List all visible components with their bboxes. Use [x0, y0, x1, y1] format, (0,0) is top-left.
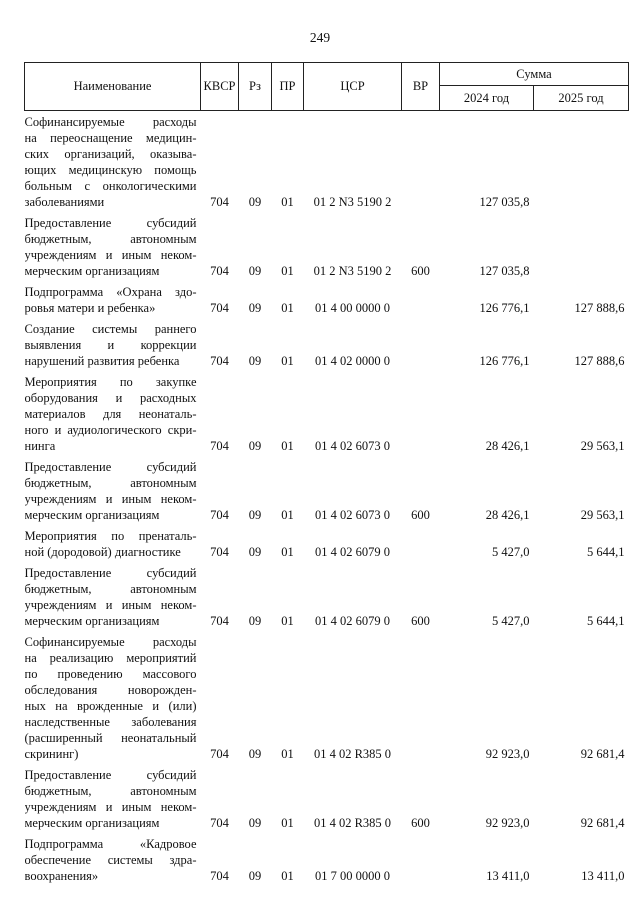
row-sum-2025: 5 644,1 [587, 614, 625, 628]
row-sum-2025: 5 644,1 [587, 545, 625, 559]
row-sum-2025: 127 888,6 [574, 301, 625, 315]
row-vr [402, 318, 440, 371]
row-sum-2025: 13 411,0 [581, 869, 625, 883]
table-body [25, 111, 629, 887]
row-name-line: больным с онкологическими [24, 179, 197, 193]
row-name [25, 318, 201, 371]
row-pr: 01 [281, 614, 294, 628]
row-pr: 01 [281, 508, 294, 522]
row-name [25, 631, 201, 764]
row-name [25, 525, 201, 562]
row-sum-2024: 5 427,0 [492, 545, 530, 559]
header-2025: 2025 год [534, 86, 629, 111]
row-name-line: (расширенный неонатальный [24, 731, 197, 745]
row-name-line: Предоставление субсидий [24, 216, 197, 230]
row-name-line: Подпрограмма «Кадровое [24, 837, 197, 851]
row-name-line: оборудования и расходных [24, 391, 197, 405]
table-row [25, 281, 629, 318]
row-sum-2024: 127 035,8 [479, 264, 530, 278]
row-sum-2024: 92 923,0 [485, 747, 530, 761]
table-row [25, 764, 629, 833]
row-name-line: ной (дородовой) диагностике [24, 545, 181, 559]
row-csr: 01 4 02 0000 0 [315, 354, 390, 368]
row-csr: 01 2 N3 5190 2 [313, 264, 392, 278]
row-csr: 01 2 N3 5190 2 [313, 195, 392, 209]
row-rz: 09 [248, 508, 262, 522]
row-vr: 600 [411, 816, 430, 830]
row-vr [402, 525, 440, 562]
row-name-line: бюджетным, автономным [24, 582, 197, 596]
row-name-line: Подпрограмма «Охрана здо- [24, 285, 197, 299]
row-vr: 600 [411, 508, 430, 522]
row-sum-2024: 28 426,1 [485, 439, 530, 453]
row-sum-2024: 126 776,1 [479, 354, 530, 368]
row-rz: 09 [248, 439, 262, 453]
row-csr: 01 4 02 6079 0 [315, 614, 390, 628]
row-csr: 01 4 02 R385 0 [313, 816, 392, 830]
row-csr: 01 4 02 6073 0 [315, 439, 390, 453]
row-csr: 01 4 02 R385 0 [313, 747, 392, 761]
row-name-line: ющих медицинскую помощь [24, 163, 197, 177]
row-pr: 01 [281, 195, 294, 209]
row-rz: 09 [248, 747, 262, 761]
row-name [25, 562, 201, 631]
row-vr [402, 111, 440, 213]
row-rz: 09 [248, 816, 262, 830]
table-row [25, 212, 629, 281]
row-name [25, 371, 201, 456]
row-name-line: мерческим организациям [24, 816, 160, 830]
table-row [25, 631, 629, 764]
row-name [25, 212, 201, 281]
row-name-line: мерческим организациям [24, 264, 160, 278]
header-2024: 2024 год [440, 86, 534, 111]
table-row [25, 525, 629, 562]
row-kvsr: 704 [210, 195, 229, 209]
header-kvsr: КВСР [201, 63, 239, 111]
row-pr: 01 [281, 439, 294, 453]
row-name-line: нарушений развития ребенка [24, 354, 180, 368]
row-name [25, 281, 201, 318]
row-name-line: заболеваниями [24, 195, 105, 209]
row-rz: 09 [248, 264, 262, 278]
table-row [25, 833, 629, 886]
budget-table [24, 62, 629, 886]
row-pr: 01 [281, 747, 294, 761]
row-name-line: Предоставление субсидий [24, 460, 197, 474]
row-pr: 01 [281, 816, 294, 830]
row-csr: 01 4 02 6079 0 [315, 545, 390, 559]
row-name-line: Предоставление субсидий [24, 768, 197, 782]
row-sum-2025: 92 681,4 [580, 816, 625, 830]
header-sum: Сумма [440, 63, 629, 86]
row-rz: 09 [248, 195, 262, 209]
row-sum-2025 [534, 111, 629, 213]
row-name-line: на реализацию мероприятий [24, 651, 197, 665]
header-vr: ВР [402, 63, 440, 111]
row-name-line: обследования новорожден- [24, 683, 197, 697]
row-kvsr: 704 [210, 816, 229, 830]
row-vr: 600 [411, 614, 430, 628]
row-kvsr: 704 [210, 264, 229, 278]
row-name-line: Мероприятия по закупке [24, 375, 197, 389]
row-sum-2024: 13 411,0 [486, 869, 530, 883]
row-vr: 600 [411, 264, 430, 278]
row-rz: 09 [248, 545, 262, 559]
row-csr: 01 4 00 0000 0 [315, 301, 390, 315]
row-name-line: обеспечение системы здра- [24, 853, 197, 867]
row-sum-2024: 5 427,0 [492, 614, 530, 628]
row-name-line: Мероприятия по пренаталь- [24, 529, 197, 543]
row-name [25, 111, 201, 213]
row-name-line: наследственные заболевания [24, 715, 197, 729]
row-pr: 01 [281, 354, 294, 368]
table-row [25, 111, 629, 213]
row-rz: 09 [248, 354, 262, 368]
table-row [25, 318, 629, 371]
row-kvsr: 704 [210, 869, 229, 883]
table-row [25, 456, 629, 525]
header-rz: Рз [239, 63, 272, 111]
row-name-line: мерческим организациям [24, 614, 160, 628]
row-vr [402, 281, 440, 318]
row-kvsr: 704 [210, 301, 229, 315]
row-name-line: ских организаций, оказыва- [24, 147, 197, 161]
row-name-line: воохранения» [24, 869, 99, 883]
row-sum-2025: 29 563,1 [580, 508, 625, 522]
row-pr: 01 [281, 264, 294, 278]
row-sum-2024: 28 426,1 [485, 508, 530, 522]
row-sum-2025: 92 681,4 [580, 747, 625, 761]
row-vr [402, 631, 440, 764]
page-number: 249 [309, 30, 331, 45]
header-pr: ПР [272, 63, 304, 111]
row-name [25, 764, 201, 833]
row-name-line: Создание системы раннего [24, 322, 197, 336]
row-kvsr: 704 [210, 614, 229, 628]
header-name: Наименование [25, 63, 201, 111]
row-pr: 01 [281, 869, 294, 883]
row-rz: 09 [248, 869, 262, 883]
row-name-line: нинга [24, 439, 56, 453]
row-rz: 09 [248, 301, 262, 315]
row-name-line: Софинансируемые расходы [24, 115, 197, 129]
row-name-line: по проведению массового [24, 667, 197, 681]
table-row [25, 371, 629, 456]
row-csr: 01 4 02 6073 0 [315, 508, 390, 522]
row-kvsr: 704 [210, 508, 229, 522]
row-name-line: бюджетным, автономным [24, 476, 197, 490]
row-sum-2025: 29 563,1 [580, 439, 625, 453]
row-vr [402, 371, 440, 456]
row-name-line: скрининг) [24, 747, 79, 761]
row-name-line: учреждениям и иным неком- [24, 800, 197, 814]
row-name [25, 456, 201, 525]
row-kvsr: 704 [210, 439, 229, 453]
row-name-line: выявления и коррекции [24, 338, 197, 352]
row-kvsr: 704 [210, 354, 229, 368]
row-kvsr: 704 [210, 545, 229, 559]
row-name-line: мерческим организациям [24, 508, 160, 522]
row-name-line: учреждениям и иным неком- [24, 598, 197, 612]
row-vr [402, 833, 440, 886]
row-name-line: учреждениям и иным неком- [24, 248, 197, 262]
row-sum-2025 [534, 212, 629, 281]
row-sum-2024: 126 776,1 [479, 301, 530, 315]
row-name [25, 833, 201, 886]
row-sum-2024: 92 923,0 [485, 816, 530, 830]
header-csr: ЦСР [304, 63, 402, 111]
row-kvsr: 704 [210, 747, 229, 761]
row-pr: 01 [281, 545, 294, 559]
row-pr: 01 [281, 301, 294, 315]
row-csr: 01 7 00 0000 0 [315, 869, 390, 883]
row-name-line: ровья матери и ребенка» [24, 301, 156, 315]
table-row [25, 562, 629, 631]
row-rz: 09 [248, 614, 262, 628]
row-sum-2025: 127 888,6 [574, 354, 625, 368]
row-name-line: бюджетным, автономным [24, 232, 197, 246]
row-name-line: материалов для неонаталь- [24, 407, 197, 421]
row-name-line: ных на врожденные и (или) [24, 699, 197, 713]
row-name-line: Предоставление субсидий [24, 566, 197, 580]
row-name-line: Софинансируемые расходы [24, 635, 197, 649]
row-name-line: учреждениям и иным неком- [24, 492, 197, 506]
row-name-line: ного и аудиологического скри- [24, 423, 197, 437]
table-header [25, 63, 629, 111]
row-sum-2024: 127 035,8 [479, 195, 530, 209]
row-name-line: бюджетным, автономным [24, 784, 197, 798]
row-name-line: на переоснащение медицин- [24, 131, 197, 145]
